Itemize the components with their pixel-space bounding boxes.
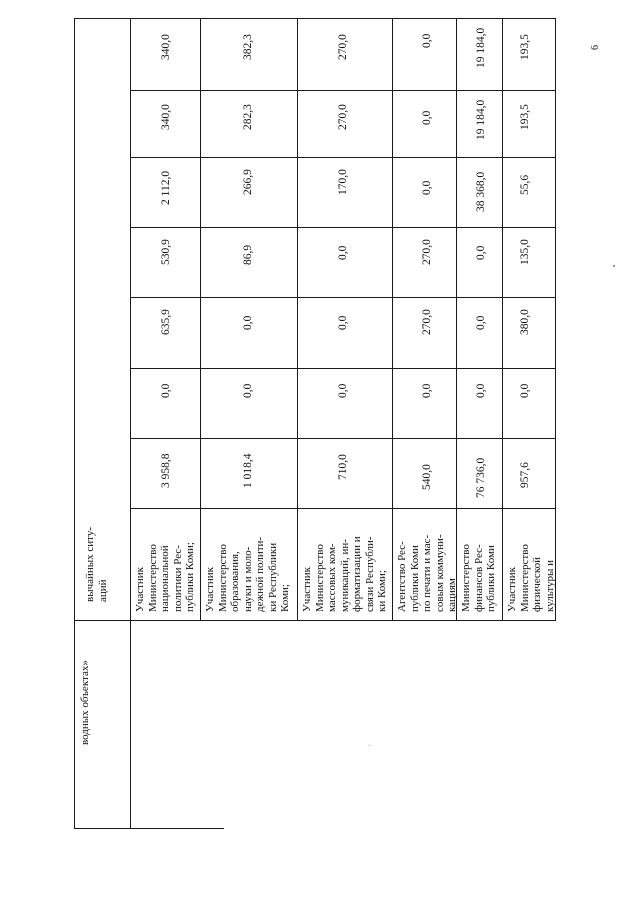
value-cell: 340,0	[160, 104, 172, 130]
table-rule	[130, 18, 131, 828]
value-cell: 3 958,8	[160, 453, 172, 488]
value-cell: 0,0	[519, 383, 531, 398]
value-cell: 0,0	[475, 315, 487, 330]
value-cell: 0,0	[337, 383, 349, 398]
scan-speck	[613, 265, 615, 267]
participant-cell: Участник Министерство национальной политики Рес- публики Коми;	[134, 542, 196, 612]
value-cell: 380,0	[519, 309, 531, 335]
value-cell: 266,9	[242, 169, 254, 195]
participant-cell: Министерство финансов Рес- публики Коми	[460, 544, 497, 612]
scan-speck	[369, 745, 370, 746]
value-cell: 282,3	[242, 104, 254, 130]
value-cell: 540,0	[421, 464, 433, 490]
table-rule	[502, 18, 503, 620]
value-cell: 76 736,0	[475, 457, 487, 498]
value-cell: 135,0	[519, 239, 531, 265]
fragment-col-a: водных объектах»	[79, 660, 91, 745]
table-rule	[74, 18, 556, 19]
value-cell: 38 368,0	[475, 171, 487, 212]
value-cell: 0,0	[421, 33, 433, 48]
value-cell: 270,0	[337, 34, 349, 60]
value-cell: 0,0	[475, 383, 487, 398]
participant-cell: Участник Министерство образования, науки и моло- дежной полити- ки Республики Коми;	[204, 536, 291, 612]
value-cell: 193,5	[519, 104, 531, 130]
participant-cell: Участник Министерство массовых ком- муникаций, ин- форматизации и связи Республи- ки Коми;	[301, 536, 388, 612]
value-cell: 0,0	[337, 245, 349, 260]
participant-cell: Агентство Рес- публики Коми по печати и мас- совым коммуни- кациям	[396, 534, 458, 612]
value-cell: 957,6	[519, 462, 531, 488]
value-cell: 19 184,0	[475, 27, 487, 68]
value-cell: 270,0	[337, 104, 349, 130]
table-rule	[74, 828, 224, 829]
table-rule	[130, 90, 556, 91]
table-rule	[130, 297, 556, 298]
value-cell: 530,9	[160, 239, 172, 265]
table-rule	[130, 368, 556, 369]
value-cell: 19 184,0	[475, 99, 487, 140]
value-cell: 0,0	[242, 315, 254, 330]
table-rule	[130, 157, 556, 158]
value-cell: 270,0	[421, 309, 433, 335]
value-cell: 340,0	[160, 34, 172, 60]
value-cell: 55,6	[519, 174, 531, 195]
table-rule	[74, 18, 75, 828]
value-cell: 0,0	[475, 245, 487, 260]
participant-cell: Участник Министерство физической культуры и	[506, 544, 556, 612]
table-rule	[74, 620, 556, 621]
table-rule	[297, 18, 298, 620]
value-cell: 710,0	[337, 454, 349, 480]
value-cell: 170,0	[337, 169, 349, 195]
fragment-col-b: вычайных ситу- аций	[84, 526, 109, 602]
value-cell: 635,9	[160, 309, 172, 335]
value-cell: 193,5	[519, 34, 531, 60]
value-cell: 0,0	[160, 383, 172, 398]
value-cell: 0,0	[242, 383, 254, 398]
value-cell: 382,3	[242, 34, 254, 60]
value-cell: 2 112,0	[160, 170, 172, 205]
value-cell: 86,9	[242, 244, 254, 265]
table-rule	[130, 438, 556, 439]
value-cell: 0,0	[421, 180, 433, 195]
page-number: 6	[590, 45, 601, 50]
table-rule	[200, 18, 201, 620]
value-cell: 0,0	[421, 110, 433, 125]
table-rule	[130, 227, 556, 228]
table-rule	[392, 18, 393, 620]
value-cell: 0,0	[337, 315, 349, 330]
value-cell: 1 018,4	[242, 453, 254, 488]
value-cell: 0,0	[421, 383, 433, 398]
value-cell: 270,0	[421, 239, 433, 265]
